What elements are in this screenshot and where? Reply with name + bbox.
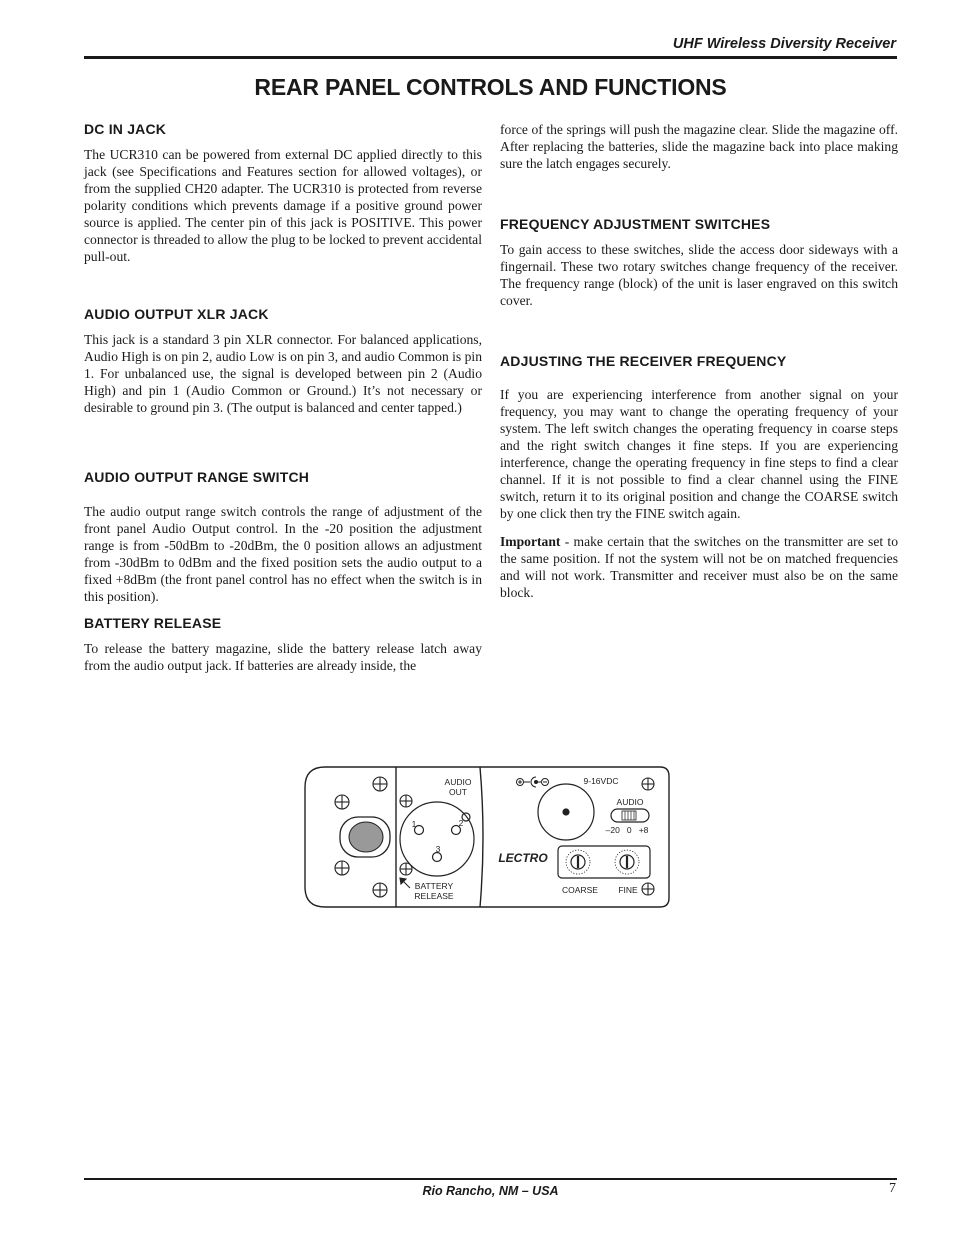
important-paragraph [500,533,898,601]
arrow-icon [400,878,410,888]
screw-icon [642,883,654,895]
screw-icon [373,777,387,791]
coarse-label: COARSE [562,885,598,895]
footer-rule [84,1178,897,1180]
fine-label: FINE [618,885,638,895]
audio-out-label: AUDIO [444,777,472,787]
section-adjusting [500,353,898,601]
section-heading: AUDIO OUTPUT XLR JACK [84,306,269,322]
audio-range-switch [611,809,649,822]
battery-release-label: RELEASE [414,891,454,901]
pin-label: 1 [411,819,417,829]
switch-positions-label: –20 0 +8 [605,825,649,835]
screw-icon [373,883,387,897]
rear-panel-diagram [300,762,675,912]
section-heading: BATTERY RELEASE [84,615,222,631]
section-heading: FREQUENCY ADJUSTMENT SWITCHES [500,216,771,232]
section-body: To gain access to these switches, slide the access door sideways with a fingernail. These two rotary switches change frequency of the receiver. The frequency range (block) of the unit is laser engraved on this switch cover. [500,242,898,308]
footer-location: Rio Rancho, NM – USA [422,1184,559,1198]
page-title: REAR PANEL CONTROLS AND FUNCTIONS [254,74,727,100]
section-body: The audio output range switch controls the range of adjustment of the front panel Audio Output control. In the -20 position the adjustment range is from -50dBm to -20dBm, the 0 position allows an adjustment from -30dBm to 0dBm and the fixed position sets the audio output to a fixed +8dBm (the front panel control has no effect when the switch is in this position). [84,504,482,604]
section-heading: AUDIO OUTPUT RANGE SWITCH [84,469,310,485]
section-body: To release the battery magazine, slide the battery release latch away from the audio output jack. If batteries are already inside, the [84,641,482,673]
section-heading: ADJUSTING THE RECEIVER FREQUENCY [500,353,787,369]
section-range [84,469,482,605]
section-body: The UCR310 can be powered from external DC applied directly to this jack (see Specifications and Features section for allowed voltages), or from the supplied CH20 adapter. The UCR310 is protected from reverse polarity conditions which prevents damage if a positive ground power source is applied. The center pin of this jack is POSITIVE. This power connector is threaded to allow the plug to be locked to prevent accidental pull-out. [84,147,482,264]
audio-out-label: OUT [449,787,467,797]
section-dc-in [84,121,482,265]
header-rule [84,56,897,59]
section-xlr [84,306,482,416]
section-body: If you are experiencing interference from another signal on your frequency, you may want to change the operating frequency of your system. The left switch changes the operating frequency in coarse steps and the right switch changes it fine steps. If you are experiencing interference, change the operating frequency in fine steps to find a clear channel. If it is not possible to find a clear channel using the FINE switch, return it to its original position and change the COARSE switch by one click then try the FINE switch again. [500,387,898,521]
voltage-label: 9-16VDC [583,776,619,786]
pin-label: 3 [435,844,441,854]
screw-icon [400,795,412,807]
dc-in-jack [538,784,594,840]
frequency-switch-cover [558,846,650,878]
pin-label: 2 [458,818,464,828]
section-freq-switches [500,216,898,309]
xlr-jack [400,802,474,876]
screw-icon [335,795,349,809]
screw-icon [642,778,654,790]
dc-polarity-icon [517,777,549,787]
battery-release-label: BATTERY [414,881,454,891]
section-body: force of the springs will push the magazine clear. Slide the magazine off. After replacing the batteries, slide the magazine back into place making sure the latch engages securely. [500,122,898,171]
important-body: - make certain that the switches on the transmitter are set to the same position. If not the system will not be on matched frequencies and will not work. Transmitter and receiver must also be on the same block. [500,534,898,600]
section-battery-continued [500,121,898,172]
screw-icon [335,861,349,875]
important-label: Important [500,534,561,549]
running-header: UHF Wireless Diversity Receiver [672,36,896,52]
audio-range-label: AUDIO [616,797,644,807]
brand-logo: LECTRO [498,851,548,865]
page-number: 7 [889,1181,896,1196]
section-battery [84,615,482,674]
section-heading: DC IN JACK [84,121,167,137]
battery-release-latch [340,817,390,857]
section-body: This jack is a standard 3 pin XLR connector. For balanced applications, Audio High is on pin 2, audio Low is on pin 3, and audio Common is pin 1. For unbalanced use, the signal is developed between pin 2 (Audio High) and pin 1 (Audio Common or Ground.) It’s not necessary or desirable to ground pin 3. (The output is balanced and center tapped.) [84,332,482,415]
